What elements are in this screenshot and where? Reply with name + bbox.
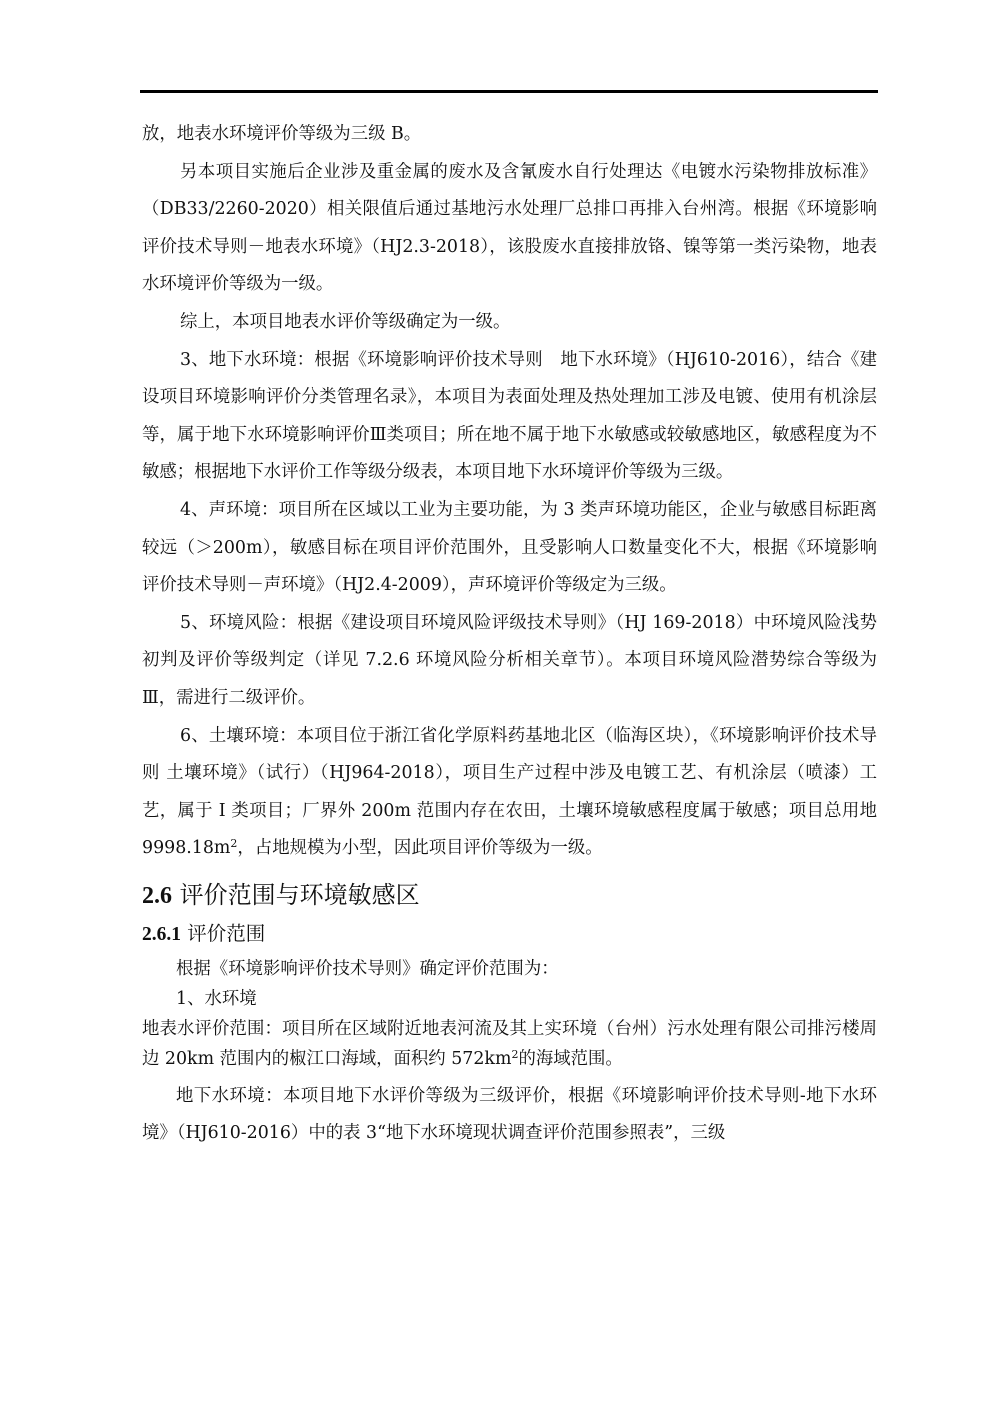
paragraph-surface-water-scope [142,1014,877,1074]
paragraph-soil [142,718,877,868]
document-page [142,116,877,1153]
paragraph-noise: 4、声环境：项目所在区域以工业为主要功能，为 3 类声环境功能区，企业与敏感目标距离较远（＞200m），敏感目标在项目评价范围外，且受影响人口数量变化不大，根据《环境影响评价技术导则－声环境》（HJ2.4-2009），声环境评价等级定为三级。 [142,499,877,596]
soil-text-a: 6、土壤环境：本项目位于浙江省化学原料药基地北区（临海区块），《环境影响评价技术导则 土壤环境》（试行）（HJ964-2018），项目生产过程中涉及电镀工艺、有机涂层（喷漆）工艺，属于 I 类项目；厂界外 200m 范围内存在农田，土壤环境敏感程度属于敏感；项目总用地 9998.18m [142,725,877,859]
section-heading-2-6 [142,880,877,911]
header-rule [140,90,878,93]
subsection-title: 评价范围 [187,921,266,945]
soil-superscript: 2 [230,837,238,851]
paragraph-groundwater-scope: 地下水环境：本项目地下水评价等级为三级评价，根据《环境影响评价技术导则-地下水环境》（HJ610-2016）中的表 3“地下水环境现状调查评价范围参照表”，三级 [142,1085,877,1144]
soil-text-b: ，占地规模为小型，因此项目评价等级为一级。 [237,838,603,859]
section-title: 评价范围与环境敏感区 [179,880,420,909]
paragraph-surface-water-grade: 放，地表水环境评价等级为三级 B。 [142,124,422,144]
section-heading-2-6-1 [142,921,877,948]
subsection-number: 2.6.1 [142,923,181,945]
surface-scope-superscript: 2 [511,1047,519,1061]
paragraph-environmental-risk: 5、环境风险：根据《建设项目环境风险评级技术导则》（HJ 169-2018）中环境风险浅势初判及评价等级判定（详见 7.2.6 环境风险分析相关章节）。本项目环境风险潜势综合等级为Ⅲ，需进行二级评价。 [142,612,877,708]
paragraph-groundwater: 3、地下水环境：根据《环境影响评价技术导则 地下水环境》（HJ610-2016），结合《建设项目环境影响评价分类管理名录》，本项目为表面处理及热处理加工涉及电镀、使用有机涂层等，属于地下水环境影响评价Ⅲ类项目；所在地不属于地下水敏感或较敏感地区，敏感程度为不敏感；根据地下水评价工作等级分级表，本项目地下水环境评价等级为三级。 [142,349,877,483]
paragraph-heavy-metal-wastewater: 另本项目实施后企业涉及重金属的废水及含氰废水自行处理达《电镀水污染物排放标准》（DB33/2260-2020）相关限值后通过基地污水处理厂总排口再排入台州湾。根据《环境影响评价技术导则－地表水环境》（HJ2.3-2018），该股废水直接排放铬、镍等第一类污染物，地表水环境评价等级为一级。 [142,161,877,295]
paragraph-scope-intro: 根据《环境影响评价技术导则》确定评价范围为： [176,958,559,979]
list-item-water: 1、水环境 [176,988,257,1009]
surface-scope-text-a: 地表水评价范围：项目所在区域附近地表河流及其上实环境（台州）污水处理有限公司排污楼周边 20km 范围内的椒江口海域，面积约 572km [142,1018,877,1069]
section-number: 2.6 [142,882,172,909]
surface-scope-text-b: 的海域范围。 [518,1048,623,1069]
paragraph-surface-water-summary: 综上，本项目地表水评价等级确定为一级。 [180,311,511,332]
